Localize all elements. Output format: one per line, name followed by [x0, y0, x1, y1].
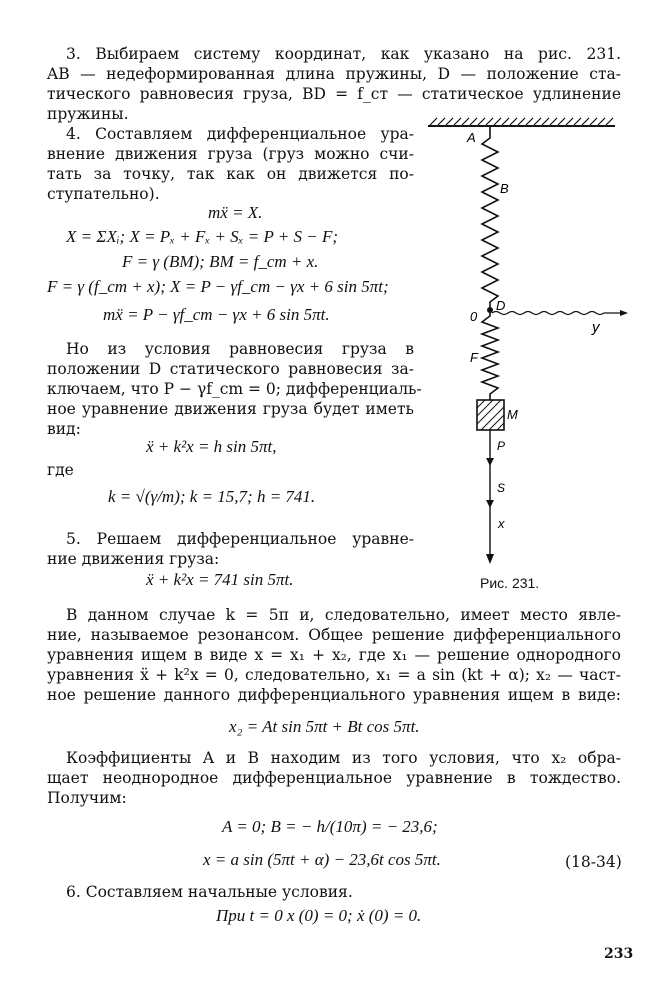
label-b: B	[500, 181, 509, 196]
para-coeff-line-1: Коэффициенты A и B находим из того условия, что x₂ обра-	[66, 749, 621, 767]
para4-line-2: внение движения груза (груз можно счи-	[47, 145, 414, 163]
para-equil-line-4: ное уравнение движения груза будет иметь	[47, 400, 414, 418]
label-a: A	[467, 130, 476, 145]
para-resonance-line-1: В данном случае k = 5π и, следовательно, имеет место явле-	[66, 606, 621, 624]
spring-upper	[482, 126, 498, 310]
para5-line-1: 5. Решаем дифференциальное уравне-	[66, 530, 414, 548]
para-resonance-line-5: ное решение данного дифференциального уравнения ищем в виде:	[47, 686, 621, 704]
equation-to-solve: ẍ + k²x = 741 sin 5πt.	[146, 570, 294, 589]
para-equil-line-2: положении D статического равновесия за-	[47, 360, 414, 378]
para-resonance-line-2	[47, 625, 621, 645]
equation-motion: mẍ = P − γf_cm − γx + 6 sin 5πt.	[103, 305, 330, 324]
para-equil-line-1: Но из условия равновесия груза в	[66, 340, 414, 358]
para3-line-2: AB — недеформированная длина пружины, D — положение ста-	[47, 65, 621, 83]
para-resonance-line-4: уравнения ẍ + k²x = 0, следовательно, x₁ = a sin (kt + α); x₂ — част-	[47, 666, 621, 684]
equation-x2: x₂ = At sin 5πt + Bt cos 5πt.	[229, 717, 420, 736]
para-equil-line-3: ключаем, что P − γf_cm = 0; дифференциаль-	[47, 380, 422, 398]
para6: 6. Составляем начальные условия.	[66, 883, 353, 901]
spring-lower	[482, 310, 498, 400]
equation-spring-force: F = γ (BM); BM = f_cm + x.	[122, 252, 319, 271]
ceiling-hatch	[430, 118, 613, 125]
equation-mx: mẍ = X.	[208, 203, 263, 222]
label-m: M	[507, 407, 518, 422]
figure-caption: Рис. 231.	[480, 575, 540, 591]
para-coeff-line-3: Получим:	[47, 789, 127, 807]
equation-force-sum: X = ΣXᵢ; X = Pₓ + Fₓ + Sₓ = P + S − F;	[66, 227, 339, 246]
para-resonance-line-3: уравнения ищем в виде x = x₁ + x₂, где x₁ — решение однородного	[47, 646, 621, 664]
y-axis	[492, 312, 620, 315]
para4-line-3: тать за точку, так как он движется по-	[47, 165, 414, 183]
para4-line-1: 4. Составляем дифференциальное ура-	[66, 125, 414, 143]
label-f: F	[470, 350, 478, 365]
label-s: S	[497, 481, 506, 495]
para3-line-1: 3. Выбираем систему координат, как указано на рис. 231.	[66, 45, 621, 63]
point-d-marker	[487, 307, 493, 313]
para-equil-line-5: вид:	[47, 420, 81, 438]
s-arrow-head	[486, 500, 494, 508]
equation-general-solution: x = a sin (5πt + α) − 23,6t cos 5πt.	[203, 850, 441, 869]
para4-line-4: ступательно).	[47, 185, 160, 203]
where-word: где	[47, 461, 74, 479]
p-arrow-head	[486, 458, 494, 466]
equation-differential: ẍ + k²x = h sin 5πt,	[146, 437, 277, 456]
para3-line-4: пружины.	[47, 105, 129, 123]
equation-number: (18-34)	[565, 853, 622, 871]
equation-k-values: k = √(γ/m); k = 15,7; h = 741.	[108, 487, 316, 506]
para5-line-2: ние движения груза:	[47, 550, 220, 568]
label-x: x	[498, 516, 505, 531]
para-coeff-line-2: щает неоднородное дифференциальное уравнение в тождество.	[47, 769, 621, 787]
label-p: P	[497, 439, 506, 453]
x-arrow-head	[486, 554, 494, 564]
y-arrow-head	[620, 310, 628, 316]
label-d: D	[496, 298, 506, 313]
equation-a-b: A = 0; B = − h/(10π) = − 23,6;	[222, 817, 438, 836]
para-resonance-line-2-text: ние, называемое резонансом. Общее решение дифференциального	[47, 626, 621, 644]
page-number: 233	[604, 946, 634, 962]
equation-initial-conditions: При t = 0 x (0) = 0; ẋ (0) = 0.	[216, 906, 422, 925]
figure-231-spring-diagram	[420, 110, 635, 580]
para3-line-3: тического равновесия груза, BD = f_ст — статическое удлинение	[47, 85, 621, 103]
label-o: 0	[470, 309, 478, 324]
equation-force-expanded: F = γ (f_cm + x); X = P − γf_cm − γx + 6 sin 5πt;	[47, 277, 389, 296]
label-y: y	[592, 319, 600, 336]
